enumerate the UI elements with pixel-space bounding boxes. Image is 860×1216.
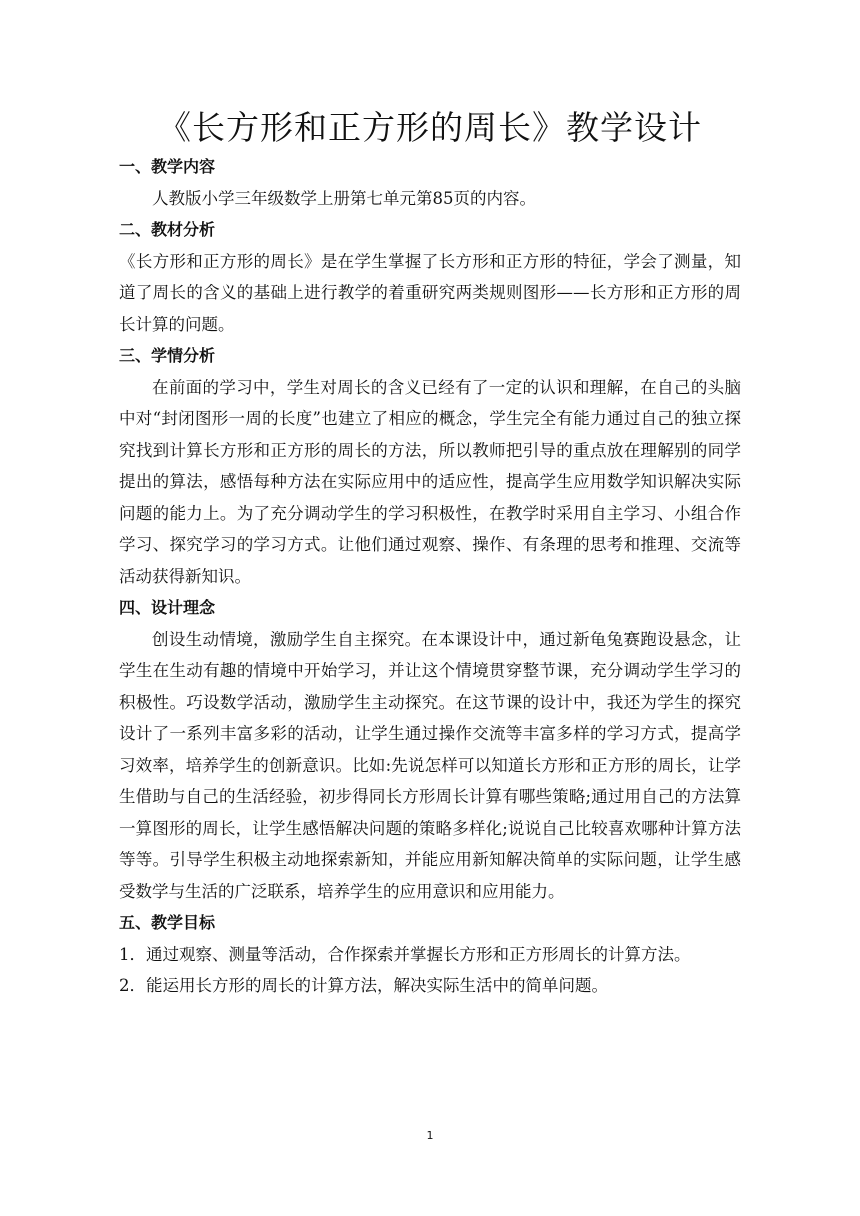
section-paragraph: 人教版小学三年级数学上册第七单元第85页的内容。 bbox=[152, 188, 536, 208]
document-body bbox=[119, 151, 741, 1002]
section-paragraph: 《长方形和正方形的周长》是在学生掌握了长方形和正方形的特征，学会了测量，知道了周长的含义的基础上进行教学的着重研究两类规则图形——长方形和正方形的周长计算的问题。 bbox=[119, 251, 741, 334]
section-heading-goals: 五、教学目标 bbox=[119, 913, 216, 932]
section-heading-analysis: 二、教材分析 bbox=[119, 220, 216, 239]
section-paragraph: 创设生动情境，激励学生自主探究。在本课设计中，通过新龟兔赛跑设悬念，让学生在生动有趣的情境中开始学习，并让这个情境贯穿整节课，充分调动学生学习的积极性。巧设数学活动，激励学生主动探究。在这节课的设计中，我还为学生的探究设计了一系列丰富多彩的活动，让学生通过操作交流等丰富多样的学习方式，提高学习效率，培养学生的创新意识。比如:先说怎样可以知道长方形和正方形的周长，让学生借助与自己的生活经验，初步得同长方形周长计算有哪些策略;通过用自己的方法算一算图形的周长，让学生感悟解决问题的策略多样化;说说自己比较喜欢哪种计算方法等等。引导学生积极主动地探索新知，并能应用新知解决简单的实际问题，让学生感受数学与生活的广泛联系，培养学生的应用意识和应用能力。 bbox=[119, 629, 741, 901]
goal-item: 1．通过观察、测量等活动，合作探索并掌握长方形和正方形周长的计算方法。 bbox=[119, 944, 691, 964]
section-heading-learners: 三、学情分析 bbox=[119, 346, 216, 365]
section-paragraph: 在前面的学习中，学生对周长的含义已经有了一定的认识和理解，在自己的头脑中对“封闭图形一周的长度”也建立了相应的概念，学生完全有能力通过自己的独立探究找到计算长方形和正方形的周长的方法，所以教师把引导的重点放在理解别的同学提出的算法，感悟每种方法在实际应用中的适应性，提高学生应用数学知识解决实际问题的能力上。为了充分调动学生的学习积极性，在教学时采用自主学习、小组合作学习、探究学习的学习方式。让他们通过观察、操作、有条理的思考和推理、交流等活动获得新知识。 bbox=[119, 377, 741, 586]
page-number: 1 bbox=[426, 1129, 434, 1142]
goal-item: 2．能运用长方形的周长的计算方法，解决实际生活中的简单问题。 bbox=[119, 976, 608, 995]
section-heading-concept: 四、设计理念 bbox=[119, 598, 216, 617]
section-heading-content: 一、教学内容 bbox=[119, 157, 216, 176]
document-title: 《长方形和正方形的周长》教学设计 bbox=[158, 108, 702, 147]
